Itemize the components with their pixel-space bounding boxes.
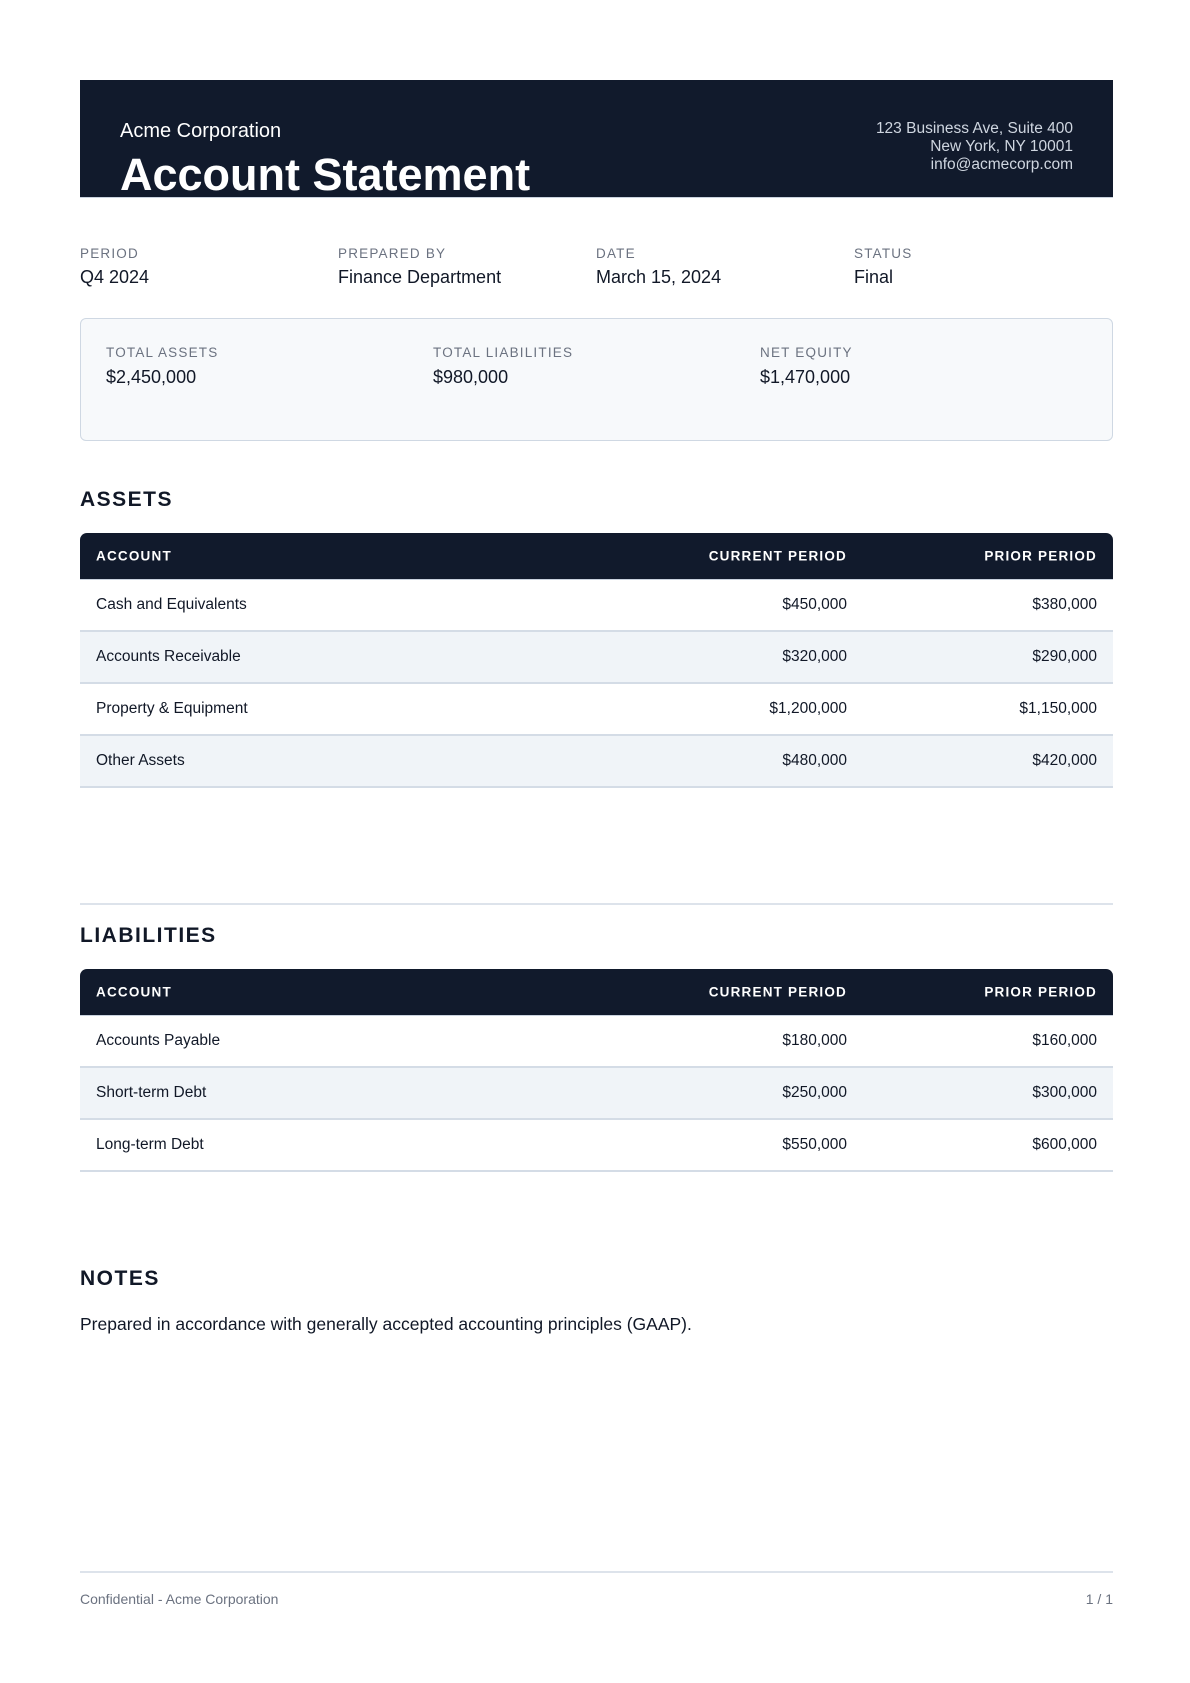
meta-label: PREPARED BY <box>338 246 447 261</box>
current-value: $550,000 <box>782 1136 847 1153</box>
address-line-2: New York, NY 10001 <box>930 138 1073 155</box>
meta-value: Finance Department <box>338 267 502 287</box>
summary-value: $2,450,000 <box>106 367 197 387</box>
meta-status <box>854 246 912 288</box>
table-row <box>80 580 1113 632</box>
table-row <box>80 1120 1113 1172</box>
table-row <box>80 1068 1113 1120</box>
page-footer <box>80 1571 1113 1611</box>
current-value: $250,000 <box>782 1084 847 1101</box>
table-row <box>80 1016 1113 1068</box>
prior-value: $420,000 <box>1032 752 1097 769</box>
footer-confidential: Confidential - Acme Corporation <box>80 1591 279 1607</box>
column-header-prior-period: PRIOR PERIOD <box>984 984 1097 1000</box>
summary-total-assets <box>106 345 218 388</box>
meta-date <box>596 246 721 288</box>
meta-value: March 15, 2024 <box>596 267 722 287</box>
account-name: Long-term Debt <box>96 1136 204 1153</box>
liabilities-heading: LIABILITIES <box>80 924 217 947</box>
current-value: $320,000 <box>782 648 847 665</box>
account-name: Short-term Debt <box>96 1084 207 1101</box>
assets-heading: ASSETS <box>80 488 174 511</box>
company-address <box>876 120 1073 174</box>
account-name: Cash and Equivalents <box>96 596 247 613</box>
table-row <box>80 632 1113 684</box>
column-header-current-period: CURRENT PERIOD <box>708 548 847 564</box>
contact-email: info@acmecorp.com <box>930 156 1073 173</box>
account-name: Property & Equipment <box>96 700 248 717</box>
meta-period <box>80 246 149 288</box>
meta-prepared-by <box>338 246 501 288</box>
current-value: $450,000 <box>782 596 847 613</box>
meta-label: STATUS <box>854 246 913 261</box>
column-header-account: ACCOUNT <box>96 984 172 1000</box>
prior-value: $380,000 <box>1032 596 1097 613</box>
summary-value: $980,000 <box>433 367 509 387</box>
current-value: $1,200,000 <box>769 700 847 717</box>
assets-table-header <box>80 533 1113 580</box>
column-header-account: ACCOUNT <box>96 548 172 564</box>
meta-label: DATE <box>596 246 636 261</box>
summary-total-liabilities <box>433 345 573 388</box>
page-number: 1 / 1 <box>1085 1591 1113 1607</box>
summary-card <box>80 318 1113 441</box>
liabilities-table <box>80 969 1113 1172</box>
status-value: Final <box>854 267 894 287</box>
meta-label: PERIOD <box>80 246 139 261</box>
section-divider <box>80 903 1113 905</box>
current-value: $480,000 <box>782 752 847 769</box>
prior-value: $600,000 <box>1032 1136 1097 1153</box>
column-header-prior-period: PRIOR PERIOD <box>984 548 1097 564</box>
summary-net-equity <box>760 345 853 388</box>
account-name: Accounts Receivable <box>96 648 241 665</box>
prior-value: $290,000 <box>1032 648 1097 665</box>
assets-table <box>80 533 1113 788</box>
meta-value: Q4 2024 <box>80 267 150 287</box>
notes-text: Prepared in accordance with generally accepted accounting principles (GAAP). <box>80 1314 692 1334</box>
summary-label: TOTAL ASSETS <box>106 345 219 360</box>
account-name: Other Assets <box>96 752 185 769</box>
table-row <box>80 736 1113 788</box>
prior-value: $300,000 <box>1032 1084 1097 1101</box>
statement-header <box>80 80 1113 198</box>
page-title: Account Statement <box>120 149 531 200</box>
table-row <box>80 684 1113 736</box>
summary-label: TOTAL LIABILITIES <box>433 345 574 360</box>
summary-label: NET EQUITY <box>760 345 853 360</box>
prior-value: $160,000 <box>1032 1032 1097 1049</box>
current-value: $180,000 <box>782 1032 847 1049</box>
address-line-1: 123 Business Ave, Suite 400 <box>875 120 1073 137</box>
statement-metadata <box>80 246 1113 296</box>
notes-heading: NOTES <box>80 1267 160 1290</box>
summary-value: $1,470,000 <box>760 367 851 387</box>
column-header-current-period: CURRENT PERIOD <box>708 984 847 1000</box>
liabilities-table-header <box>80 969 1113 1016</box>
company-name: Acme Corporation <box>120 120 282 142</box>
account-name: Accounts Payable <box>96 1032 221 1049</box>
prior-value: $1,150,000 <box>1019 700 1097 717</box>
